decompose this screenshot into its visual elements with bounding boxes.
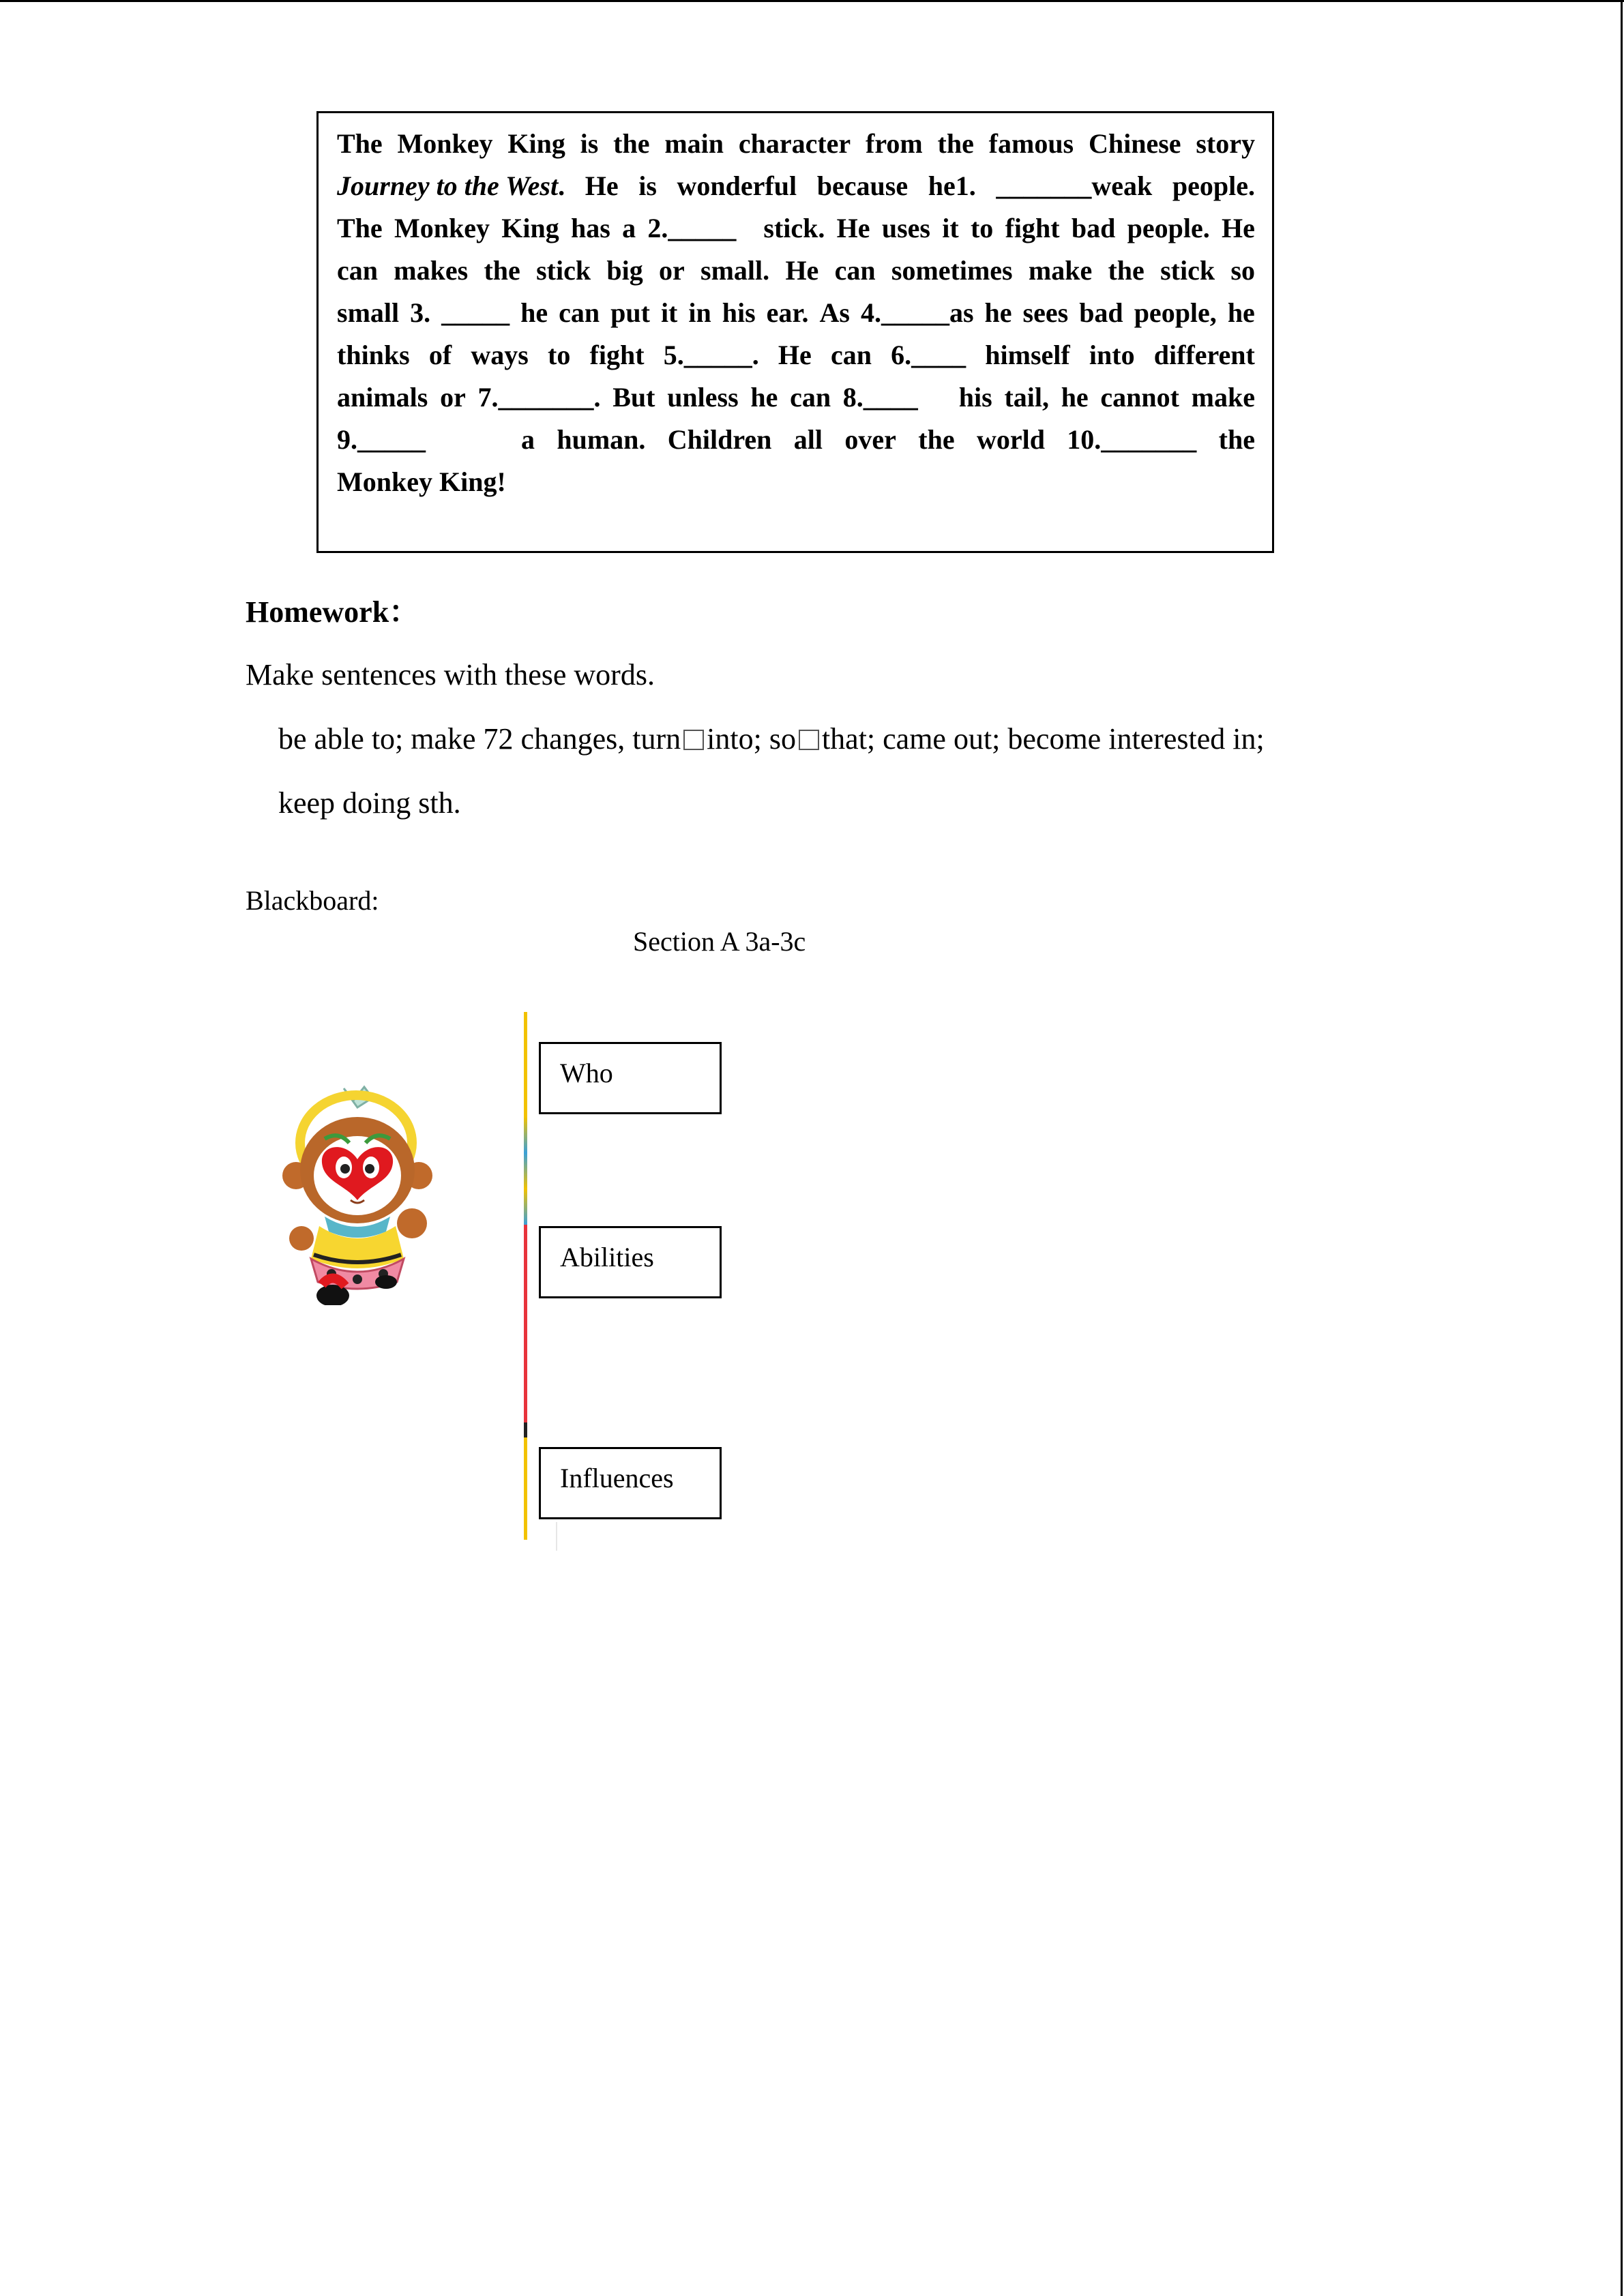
passage-word: sees (1022, 297, 1069, 328)
passage-word: he (1061, 382, 1089, 413)
passage-word: his (722, 297, 756, 328)
passage-word: ear. (766, 297, 809, 328)
passage-word: world (976, 424, 1045, 455)
board-box-abilities: Abilities (539, 1226, 722, 1298)
divider-yellow-top (524, 1012, 527, 1117)
section-title: Section A 3a-3c (633, 926, 806, 957)
passage-word: to (548, 340, 571, 370)
passage-word: Children (667, 424, 772, 455)
passage-word: Monkey King! (337, 466, 506, 497)
blank-3: _____ (441, 297, 510, 328)
passage-line-2 (337, 165, 1255, 207)
passage-word: But (612, 382, 655, 413)
passage-word: story (1196, 128, 1255, 159)
divider-multicolor (524, 1117, 527, 1225)
passage-word: it (660, 297, 678, 328)
passage-word: a (622, 213, 636, 243)
passage-line-8 (337, 419, 1255, 461)
passage-word: human. (557, 424, 646, 455)
passage-word: wonderful (677, 170, 797, 201)
passage-word: or (658, 255, 685, 286)
passage-word: people. (1127, 213, 1210, 243)
passage-word: the (937, 128, 974, 159)
passage-word: Monkey (394, 213, 490, 243)
passage-word: bad (1071, 213, 1116, 243)
passage-line-7 (337, 376, 1255, 419)
passage-line-4 (337, 250, 1255, 292)
missing-glyph-box (799, 730, 819, 750)
passage-word: ways (471, 340, 529, 370)
blank-8: 8.____ his (842, 382, 992, 413)
passage-word: famous (988, 128, 1074, 159)
faint-line (556, 1522, 557, 1551)
passage-word: main (664, 128, 724, 159)
passage-word: because (816, 170, 909, 201)
passage-word: he (984, 297, 1012, 328)
passage-word: the (1218, 424, 1255, 455)
passage-word: 3. (410, 297, 431, 328)
homework-phrase: be able to; make 72 changes, turn (278, 722, 681, 756)
passage-line-1 (337, 123, 1255, 165)
passage-word: uses (881, 213, 930, 243)
divider-black (524, 1422, 527, 1437)
passage-word: can (337, 255, 378, 286)
passage-word: As (819, 297, 850, 328)
passage-word: make (1191, 382, 1255, 413)
passage-word: he (520, 297, 548, 328)
blank-2: 2._____ stick. (647, 213, 825, 243)
passage-word: The (337, 213, 383, 243)
passage-line-9 (337, 461, 1255, 503)
passage-word: to (970, 213, 994, 243)
blank-6: 6.____ (891, 340, 966, 370)
passage-word: over (844, 424, 896, 455)
blackboard-label: Blackboard: (246, 885, 379, 916)
passage-line-6 (337, 334, 1255, 376)
passage-word: thinks (337, 340, 410, 370)
passage-word: bad (1079, 297, 1123, 328)
passage-word: can (830, 340, 872, 370)
passage-word: He (785, 255, 819, 286)
passage-word: stick (536, 255, 591, 286)
blank-9: 9._____ a (337, 424, 535, 455)
passage-word: The (337, 128, 383, 159)
passage-word: animals (337, 382, 428, 413)
passage-word: Chinese (1088, 128, 1181, 159)
passage-word: from (866, 128, 923, 159)
passage-word: stick (1160, 255, 1215, 286)
passage-word: He (778, 340, 812, 370)
passage-word: small (337, 297, 400, 328)
blank-5: 5._____. (663, 340, 759, 370)
passage-word: big (606, 255, 643, 286)
blank-7: 7._______. (477, 382, 601, 413)
passage-word: the (613, 128, 650, 159)
passage-word: of (428, 340, 452, 370)
passage-line-3 (337, 207, 1255, 250)
passage-word: all (793, 424, 823, 455)
passage-word: He (836, 213, 870, 243)
page-top-edge (0, 0, 1624, 2)
homework-words-line-2: keep doing sth. (278, 786, 461, 820)
passage-word: can (790, 382, 831, 413)
homework-instruction: Make sentences with these words. (246, 658, 655, 691)
passage-word: the (1108, 255, 1145, 286)
divider-red (524, 1225, 527, 1422)
passage-word: . (558, 170, 565, 201)
passage-word: he (750, 382, 778, 413)
passage-word: is (580, 128, 599, 159)
monkey-king-illustration (270, 1080, 447, 1305)
passage-word: King (501, 213, 559, 243)
passage-word: unless (667, 382, 739, 413)
homework-phrase: that; came out; become interested in; (821, 722, 1265, 756)
passage-word: Monkey (397, 128, 493, 159)
passage-word: _______weak (996, 170, 1153, 201)
passage-line-5 (337, 292, 1255, 334)
passage-word: makes (394, 255, 469, 286)
board-box-influences: Influences (539, 1447, 722, 1519)
passage-word: He (1222, 213, 1255, 243)
homework-phrase: into; so (707, 722, 796, 756)
missing-glyph-box (683, 730, 704, 750)
passage-word: different (1153, 340, 1255, 370)
passage-word: cannot (1100, 382, 1179, 413)
passage-word: make (1028, 255, 1093, 286)
passage-word: King (507, 128, 565, 159)
divider-yellow-bottom (524, 1437, 527, 1540)
passage-word: tail, (1004, 382, 1049, 413)
passage-word: character (738, 128, 851, 159)
passage-word: the (484, 255, 520, 286)
passage-word: he (1227, 297, 1255, 328)
page-right-edge (1621, 0, 1623, 2296)
passage-word: people. (1172, 170, 1255, 201)
board-box-who: Who (539, 1042, 722, 1114)
passage-word: sometimes (891, 255, 1013, 286)
passage-word: can (559, 297, 600, 328)
homework-title: Homework： (246, 595, 419, 629)
passage-word: He (585, 170, 619, 201)
homework-words-line-1 (278, 720, 1265, 758)
book-title: Journey to the West (337, 170, 559, 201)
passage-word: can (834, 255, 876, 286)
blank-4: 4._____as (860, 297, 974, 328)
blank-1: he1. (928, 170, 976, 201)
passage-word: put (610, 297, 650, 328)
passage-word: is (638, 170, 657, 201)
passage-word: has (571, 213, 610, 243)
passage-word: in (688, 297, 711, 328)
passage-word: fight (1005, 213, 1060, 243)
passage-word: it (942, 213, 959, 243)
passage-word: people, (1134, 297, 1217, 328)
passage-word: into (1089, 340, 1135, 370)
passage-word: so (1230, 255, 1255, 286)
passage-word: the (918, 424, 955, 455)
passage-word: small. (700, 255, 770, 286)
passage-word: or (440, 382, 466, 413)
passage-word: himself (985, 340, 1070, 370)
passage-word: fight (589, 340, 645, 370)
blank-10: 10._______ (1067, 424, 1197, 455)
